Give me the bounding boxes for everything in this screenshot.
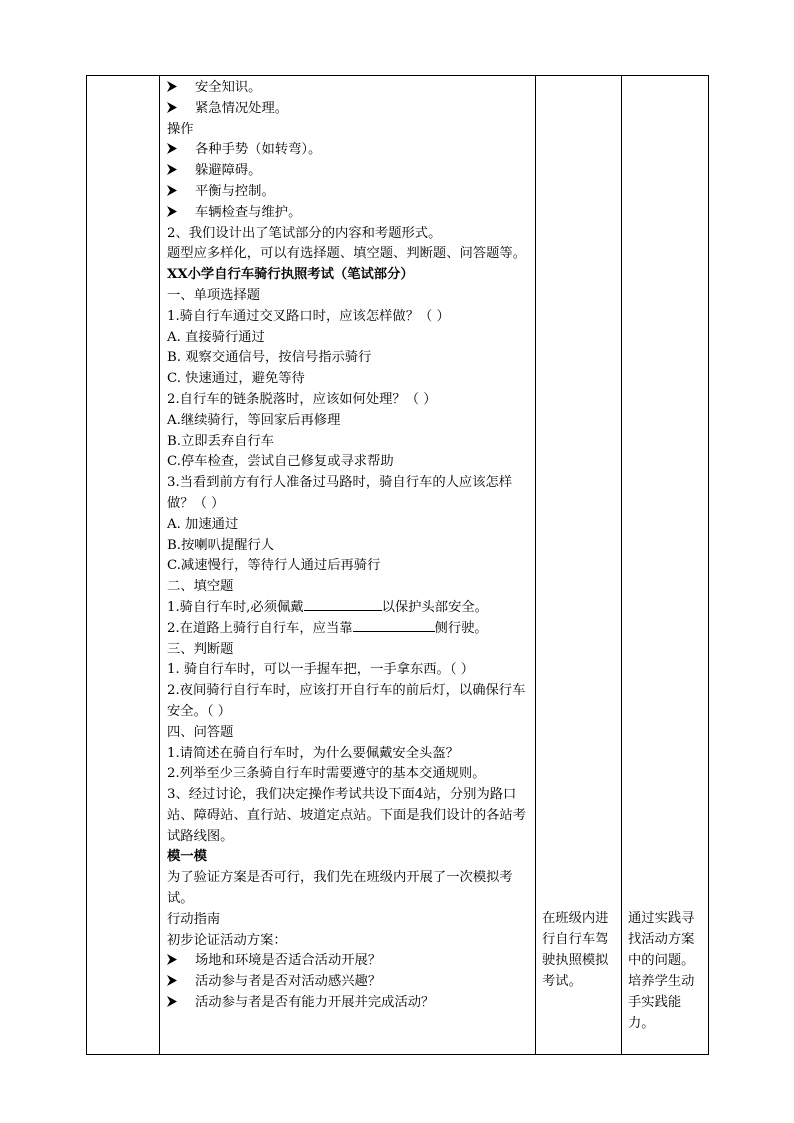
- paragraph: 3、经过讨论，我们决定操作考试共设下面4站，分别为路口站、障碍站、直行站、坡道定点站。下面是我们设计的各站考试路线图。: [167, 787, 527, 844]
- arrowhead-bullet-icon: [167, 182, 195, 203]
- question: 2.列举至少三条骑自行车时需要遵守的基本交通规则。: [167, 766, 486, 782]
- question: 2.自行车的链条脱落时，应该如何处理？（ ）: [167, 391, 437, 407]
- section-heading: 四、问答题: [167, 724, 234, 740]
- option: A. 直接骑行通过: [167, 329, 265, 345]
- guide-heading: 行动指南: [167, 911, 221, 927]
- design-intent-cell: [622, 76, 709, 1055]
- question: 1. 骑自行车时，可以一手握车把，一手拿东西。（ ）: [167, 662, 475, 678]
- activity-content: [160, 76, 535, 1014]
- question-text: 2.在道路上骑行自行车，应当靠: [167, 620, 353, 636]
- option: C.减速慢行，等待行人通过后再骑行: [167, 558, 381, 574]
- student-activity-text: 在班级内进行自行车驾驶执照模拟考试。: [542, 911, 609, 989]
- arrowhead-bullet-icon: [167, 972, 195, 993]
- activity-content-cell: [160, 76, 536, 1055]
- bullet-text: 紧急情况处理。: [195, 100, 289, 116]
- bullet-item: [167, 78, 529, 99]
- section-heading: 三、判断题: [167, 641, 234, 657]
- arrowhead-bullet-icon: [167, 78, 195, 99]
- option: B.按喇叭提醒行人: [167, 537, 275, 553]
- option: C. 快速通过，避免等待: [167, 371, 305, 387]
- mock-heading: 模一模: [167, 849, 207, 865]
- bullet-text: 躲避障碍。: [195, 163, 262, 179]
- bullet-text: 安全知识。: [195, 80, 262, 95]
- option: A. 加速通过: [167, 516, 239, 532]
- bullet-text: 活动参与者是否有能力开展并完成活动？: [195, 995, 435, 1011]
- question: 1.骑自行车通过交叉路口时，应该怎样做？（ ）: [167, 308, 450, 324]
- section-heading: 一、单项选择题: [167, 287, 261, 303]
- paragraph: 题型应多样化，可以有选择题、填空题、判断题、问答题等。: [167, 246, 527, 262]
- option: B. 观察交通信号，按信号指示骑行: [167, 350, 372, 366]
- fill-blank-question: [167, 619, 529, 640]
- bullet-item: [167, 972, 529, 993]
- question: 1.请简述在骑自行车时，为什么要佩戴安全头盔？: [167, 745, 459, 761]
- exam-title: XX小学自行车骑行执照考试（笔试部分）: [167, 267, 414, 283]
- arrowhead-bullet-icon: [167, 993, 195, 1014]
- bullet-item: [167, 99, 529, 120]
- arrowhead-bullet-icon: [167, 140, 195, 161]
- answer-blank: [353, 630, 435, 632]
- arrowhead-bullet-icon: [167, 951, 195, 972]
- bullet-text: 活动参与者是否对活动感兴趣？: [195, 974, 382, 990]
- operation-heading: 操作: [167, 121, 194, 137]
- option: A.继续骑行，等回家后再修理: [167, 412, 341, 428]
- lesson-plan-table: [86, 75, 709, 1055]
- question-text: 1.骑自行车时,必须佩戴: [167, 599, 304, 615]
- bullet-item: [167, 951, 529, 972]
- paragraph: 初步论证活动方案：: [167, 932, 287, 948]
- bullet-item: [167, 203, 529, 224]
- fill-blank-question: [167, 598, 529, 619]
- option: B.立即丢弃自行车: [167, 433, 275, 449]
- question: 2.夜间骑行自行车时，应该打开自行车的前后灯，以确保行车安全。（ ）: [167, 683, 526, 719]
- paragraph: 为了验证方案是否可行，我们先在班级内开展了一次模拟考试。: [167, 870, 513, 907]
- bullet-text: 场地和环境是否适合活动开展？: [195, 953, 382, 969]
- student-activity: [536, 76, 621, 992]
- question-text: 侧行驶。: [434, 620, 488, 636]
- student-activity-cell: [536, 76, 622, 1055]
- question: 3.当看到前方有行人准备过马路时，骑自行车的人应该怎样做？（ ）: [167, 475, 513, 511]
- arrowhead-bullet-icon: [167, 99, 195, 120]
- bullet-text: 各种手势（如转弯）。: [195, 142, 322, 158]
- table-row: [87, 76, 709, 1055]
- bullet-item: [167, 182, 529, 203]
- answer-blank: [304, 609, 382, 611]
- paragraph: 2、我们设计出了笔试部分的内容和考题形式。: [167, 225, 442, 241]
- bullet-item: [167, 161, 529, 182]
- design-intent-text: 通过实践寻找活动方案中的问题。培养学生动手实践能力。: [628, 911, 695, 1031]
- section-heading: 二、填空题: [167, 579, 234, 595]
- arrowhead-bullet-icon: [167, 203, 195, 224]
- bullet-text: 平衡与控制。: [195, 183, 275, 199]
- option: C.停车检查，尝试自己修复或寻求帮助: [167, 454, 394, 470]
- bullet-item: [167, 140, 529, 161]
- bullet-text: 车辆检查与维护。: [195, 204, 302, 220]
- empty-cell: [87, 76, 160, 1055]
- question-text: 以保护头部安全。: [381, 599, 488, 615]
- arrowhead-bullet-icon: [167, 161, 195, 182]
- design-intent: [622, 76, 708, 1034]
- bullet-item: [167, 993, 529, 1014]
